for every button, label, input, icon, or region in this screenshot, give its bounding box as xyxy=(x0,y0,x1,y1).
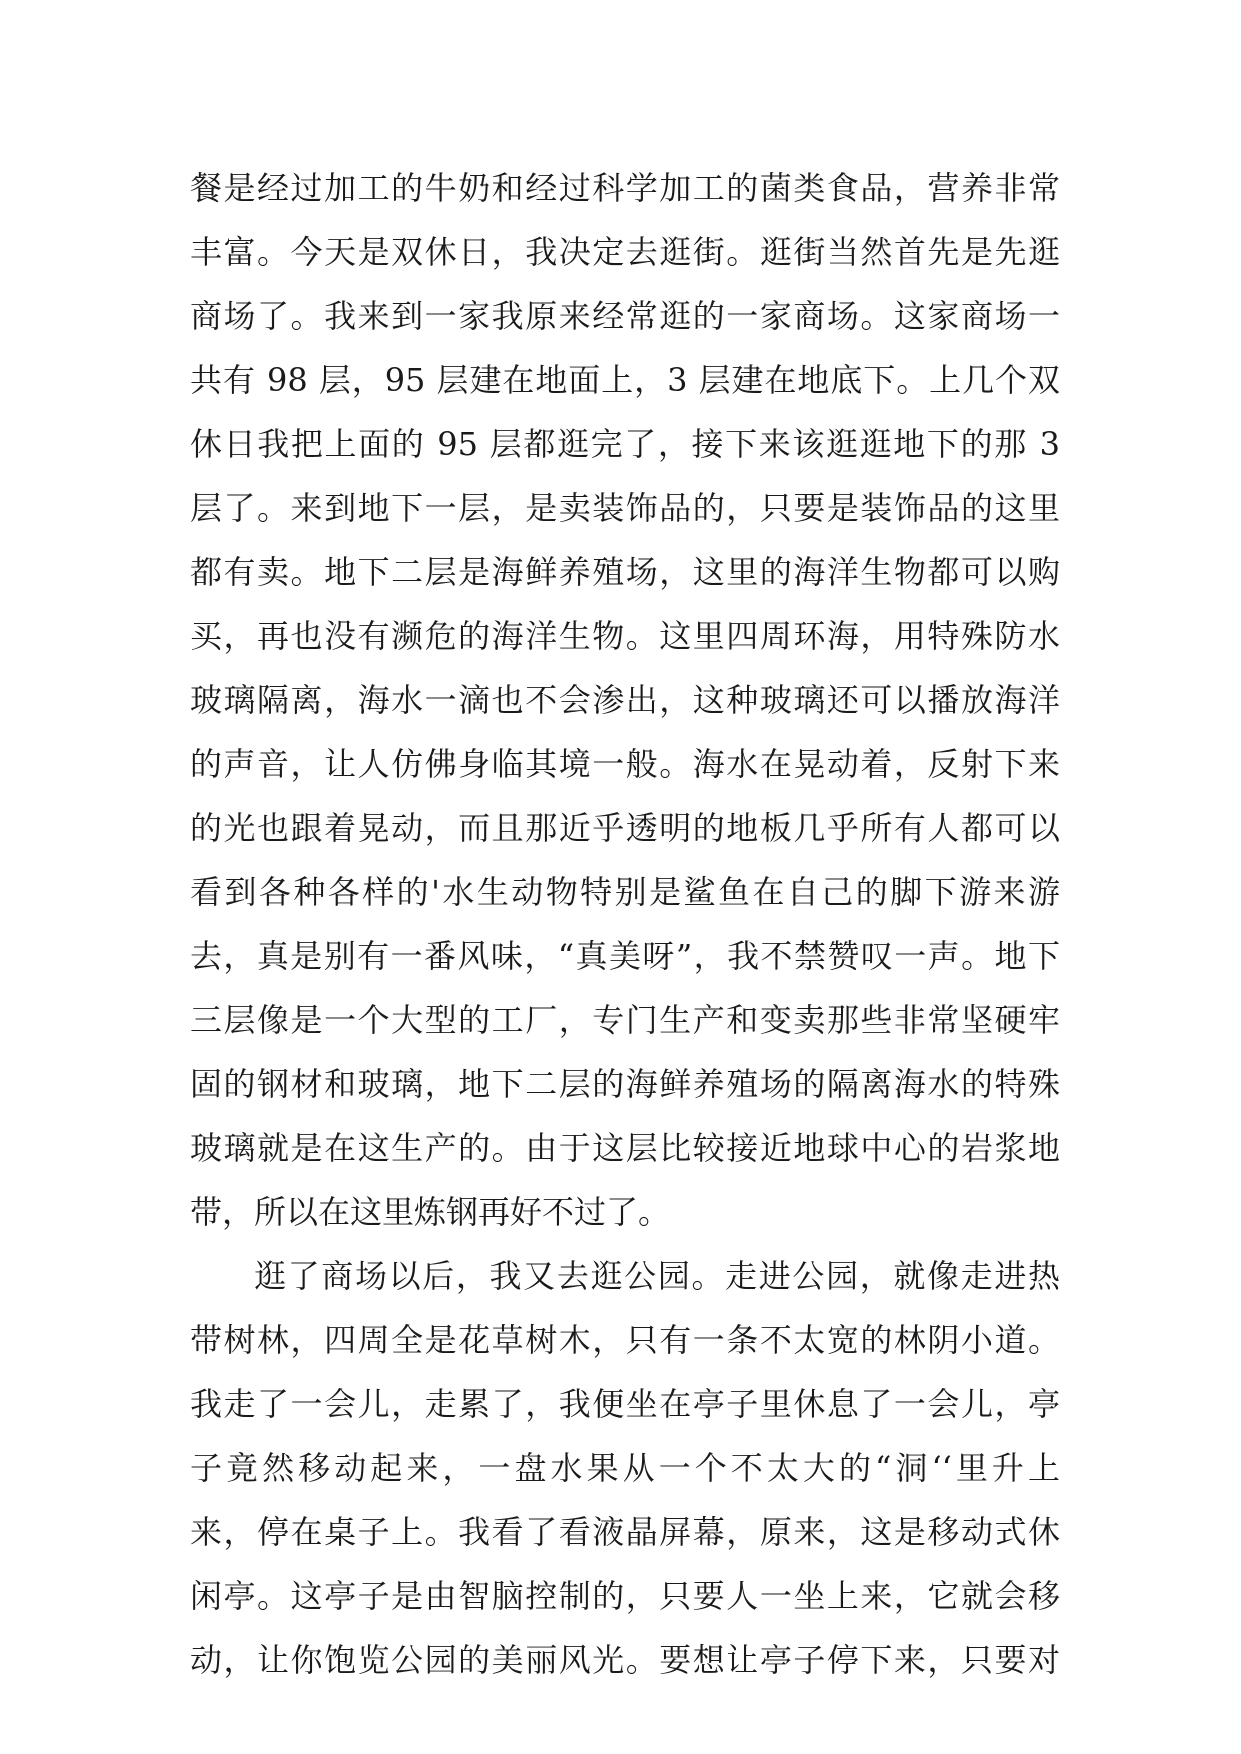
text-line: 固的钢材和玻璃，地下二层的海鲜养殖场的隔离海水的特殊 xyxy=(190,1065,1060,1103)
text-line: 子竟然移动起来，一盘水果从一个不太大的“洞‘‘里升上 xyxy=(190,1449,1060,1487)
text-line: 去，真是别有一番风味，“真美呀”，我不禁赞叹一声。地下 xyxy=(190,937,1060,975)
text-line: 买，再也没有濒危的海洋生物。这里四周环海，用特殊防水 xyxy=(190,617,1060,655)
text-line: 商场了。我来到一家我原来经常逛的一家商场。这家商场一 xyxy=(190,297,1060,335)
text-line: 休日我把上面的 95 层都逛完了，接下来该逛逛地下的那 3 xyxy=(190,425,1060,463)
body-text xyxy=(190,156,1060,1692)
text-line: 闲亭。这亭子是由智脑控制的，只要人一坐上来，它就会移 xyxy=(190,1577,1060,1615)
text-line: 的光也跟着晃动，而且那近乎透明的地板几乎所有人都可以 xyxy=(190,809,1060,847)
text-line: 的声音，让人仿佛身临其境一般。海水在晃动着，反射下来 xyxy=(190,745,1060,783)
text-line: 玻璃隔离，海水一滴也不会渗出，这种玻璃还可以播放海洋 xyxy=(190,681,1060,719)
text-line: 玻璃就是在这生产的。由于这层比较接近地球中心的岩浆地 xyxy=(190,1129,1060,1167)
text-line: 我走了一会儿，走累了，我便坐在亭子里休息了一会儿，亭 xyxy=(190,1385,1060,1423)
text-line: 层了。来到地下一层，是卖装饰品的，只要是装饰品的这里 xyxy=(190,489,1060,527)
text-line: 餐是经过加工的牛奶和经过科学加工的菌类食品，营养非常 xyxy=(190,169,1060,207)
text-line: 来，停在桌子上。我看了看液晶屏幕，原来，这是移动式休 xyxy=(190,1513,1060,1551)
text-line: 逛了商场以后，我又去逛公园。走进公园，就像走进热 xyxy=(254,1257,1060,1295)
text-line: 动，让你饱览公园的美丽风光。要想让亭子停下来，只要对 xyxy=(190,1641,1060,1679)
text-line: 带，所以在这里炼钢再好不过了。 xyxy=(190,1193,671,1231)
text-line: 看到各种各样的'水生动物特别是鲨鱼在自己的脚下游来游 xyxy=(190,873,1060,911)
text-line: 三层像是一个大型的工厂，专门生产和变卖那些非常坚硬牢 xyxy=(190,1001,1060,1039)
text-line: 共有 98 层，95 层建在地面上，3 层建在地底下。上几个双 xyxy=(190,361,1060,399)
text-line: 丰富。今天是双休日，我决定去逛街。逛街当然首先是先逛 xyxy=(190,233,1060,271)
text-line: 都有卖。地下二层是海鲜养殖场，这里的海洋生物都可以购 xyxy=(190,553,1060,591)
text-line: 带树林，四周全是花草树木，只有一条不太宽的林阴小道。 xyxy=(190,1321,1060,1359)
